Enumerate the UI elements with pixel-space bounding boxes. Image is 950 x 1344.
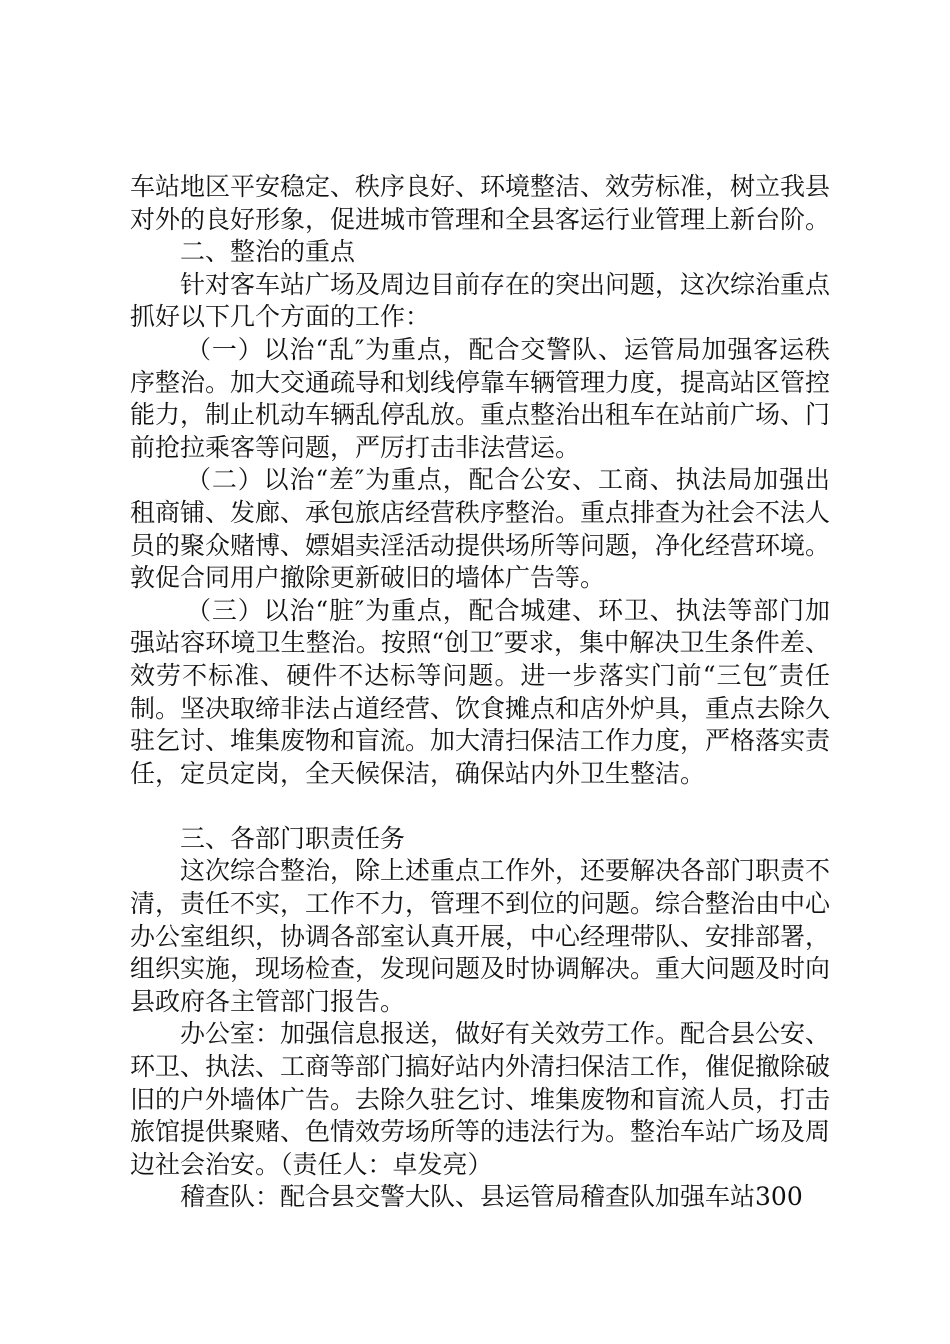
paragraph-focus-intro: 针对客车站广场及周边目前存在的突出问题，这次综治重点抓好以下几个方面的工作： xyxy=(130,269,831,332)
section-heading-2: 二、整治的重点 xyxy=(180,237,356,267)
section-heading-3: 三、各部门职责任务 xyxy=(180,823,406,853)
paragraph-focus-3: （三）以治“脏″为重点，配合城建、环卫、执法等部门加强站容环境卫生整治。按照“创卫″要求，集中解决卫生条件差、效劳不标准、硬件不达标等问题。进一步落实门前“三包″责任制。坚决取缔非法占道经营、饮食摊点和店外炉具，重点去除久驻乞讨、堆集废物和盲流。加大清扫保洁工作力度，严格落实责任，定员定岗，全天候保洁，确保站内外卫生整洁。 xyxy=(130,595,831,788)
paragraph-focus-2: （二）以治“差″为重点，配合公安、工商、执法局加强出租商铺、发廊、承包旅店经营秩序整治。重点排查为社会不法人员的聚众赌博、嫖娼卖淫活动提供场所等问题，净化经营环境。敦促合同用户撤除更新破旧的墙体广告等。 xyxy=(130,465,831,593)
paragraph-office-duties: 办公室：加强信息报送，做好有关效劳工作。配合县公安、环卫、执法、工商等部门搞好站内外清扫保洁工作，催促撤除破旧的户外墙体广告。去除久驻乞讨、堆集废物和盲流人员，打击旅馆提供聚赌、色情效劳场所等的违法行为。整治车站广场及周边社会治安。（责任人：卓发亮） xyxy=(130,1019,831,1179)
paragraph-intro-continuation: 车站地区平安稳定、秩序良好、环境整洁、效劳标准，树立我县对外的良好形象，促进城市管理和全县客运行业管理上新台阶。 xyxy=(130,172,831,234)
document-body xyxy=(130,171,830,1214)
paragraph-inspection-duties: 稽查队：配合县交警大队、县运管局稽查队加强车站300 xyxy=(180,1182,803,1212)
paragraph-duties-intro: 这次综合整治，除上述重点工作外，还要解决各部门职责不清，责任不实，工作不力，管理不到位的问题。综合整治由中心办公室组织，协调各部室认真开展，中心经理带队、安排部署，组织实施，现场检查，发现问题及时协调解决。重大问题及时向县政府各主管部门报告。 xyxy=(130,856,831,1016)
blank-line xyxy=(130,790,830,823)
paragraph-focus-1: （一）以治“乱″为重点，配合交警队、运管局加强客运秩序整治。加大交通疏导和划线停靠车辆管理力度，提高站区管控能力，制止机动车辆乱停乱放。重点整治出租车在站前广场、门前抢拉乘客等问题，严厉打击非法营运。 xyxy=(130,334,831,462)
